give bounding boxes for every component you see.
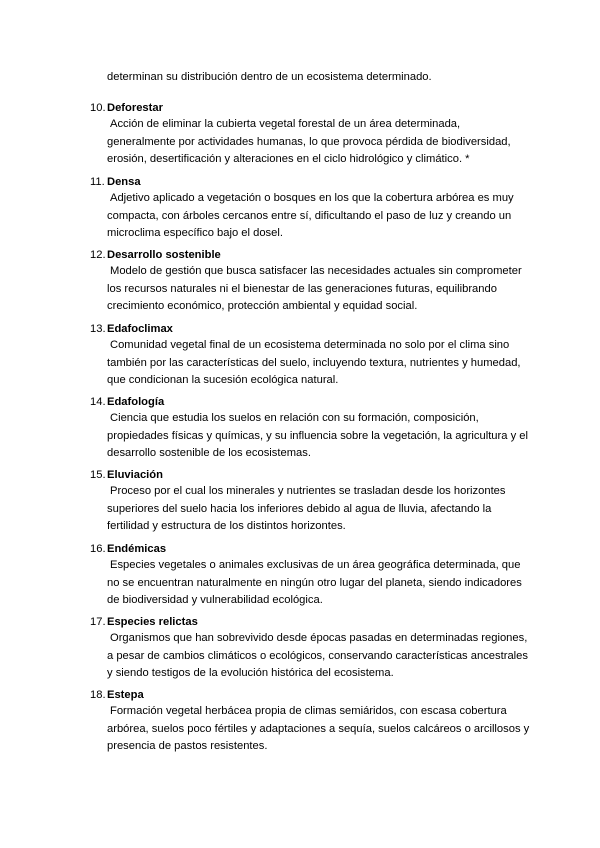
definition-line: Formación vegetal herbácea propia de climas semiáridos, con escasa cobertura <box>110 705 507 717</box>
intro-text: determinan su distribución dentro de un ecosistema determinado. <box>107 71 432 83</box>
definition-line: y siendo testigos de la evolución histórica del ecosistema. <box>107 667 394 679</box>
entry-term: Eluviación <box>107 469 163 481</box>
entry-term: Deforestar <box>107 102 163 114</box>
definition-line: no se encuentran naturalmente en ningún otro lugar del planeta, siendo indicadores <box>107 576 522 589</box>
definition-line: microclima específico bajo el dosel. <box>107 227 283 239</box>
glossary-entry-densa <box>90 174 560 243</box>
definition-line: propiedades físicas y químicas, y su influencia sobre la vegetación, la agricultura y el <box>107 429 528 442</box>
entry-number: 17. <box>90 616 106 628</box>
entry-definition <box>107 337 560 390</box>
definition-line: a pesar de cambios climáticos o ecológicos, conservando características ancestrales <box>107 649 528 662</box>
entry-definition <box>107 483 560 536</box>
entry-number: 11. <box>90 176 105 188</box>
glossary-entry-edafologia <box>90 394 560 463</box>
entry-number: 18. <box>90 689 106 701</box>
entry-term: Estepa <box>107 689 144 701</box>
entry-definition <box>107 557 560 610</box>
definition-line: erosión, desertificación y alteraciones en el ciclo hidrológico y climático. * <box>107 153 470 165</box>
definition-line: Especies vegetales o animales exclusivas de un área geográfica determinada, que <box>110 559 521 571</box>
entry-definition <box>107 190 560 243</box>
definition-line: Comunidad vegetal final de un ecosistema determinada no solo por el clima sino <box>110 339 510 351</box>
entry-term: Edafoclimax <box>107 323 173 335</box>
definition-line: superiores del suelo hacia los inferiores debido al agua de lluvia, afectando la <box>107 502 492 515</box>
glossary-entry-deforestar <box>90 100 560 169</box>
entry-definition <box>107 116 560 169</box>
entry-number: 13. <box>90 323 106 335</box>
definition-line: Acción de eliminar la cubierta vegetal forestal de un área determinada, <box>110 118 461 130</box>
glossary-entry-edafoclimax <box>90 321 560 390</box>
glossary-entry-estepa <box>90 687 560 756</box>
entry-term: Desarrollo sostenible <box>107 249 221 261</box>
entry-definition <box>107 263 560 316</box>
definition-line: Proceso por el cual los minerales y nutrientes se trasladan desde los horizontes <box>110 485 506 497</box>
definition-line: Ciencia que estudia los suelos en relación con su formación, composición, <box>110 412 479 424</box>
definition-line: compacta, con árboles cercanos entre sí, dificultando el paso de luz y creando un <box>107 209 512 222</box>
entry-term: Densa <box>107 176 141 188</box>
definition-line: arbórea, suelos poco fértiles y adaptaciones a sequía, suelos calcáreos o arcillosos y <box>107 722 530 735</box>
glossary-entry-eluviacion <box>90 467 560 536</box>
definition-line: presencia de pastos resistentes. <box>107 740 268 752</box>
definition-line: Organismos que han sobrevivido desde épocas pasadas en determinadas regiones, <box>110 632 528 644</box>
entry-term: Endémicas <box>107 543 167 555</box>
definition-line: Adjetivo aplicado a vegetación o bosques en los que la cobertura arbórea es muy <box>110 192 514 204</box>
entry-number: 15. <box>90 469 106 481</box>
definition-line: generalmente por actividades humanas, lo que provoca pérdida de biodiversidad, <box>107 135 511 148</box>
entry-number: 14. <box>90 396 106 408</box>
entry-number: 12. <box>90 249 106 261</box>
entry-definition <box>107 630 560 683</box>
glossary-entry-endemicas <box>90 541 560 610</box>
definition-line: fertilidad y estructura de los distintos horizontes. <box>107 520 346 532</box>
definition-line: también por las características del suelo, incluyendo textura, nutrientes y humedad, <box>107 356 521 369</box>
definition-line: Modelo de gestión que busca satisfacer las necesidades actuales sin comprometer <box>110 265 522 277</box>
definition-line: los recursos naturales ni el bienestar de las generaciones futuras, equilibrando <box>107 282 497 295</box>
glossary-entry-desarrollo-sostenible <box>90 247 560 316</box>
entry-definition <box>107 410 560 463</box>
entry-number: 16. <box>90 543 106 555</box>
definition-line: de biodiversidad y vulnerabilidad ecológica. <box>107 594 323 606</box>
definition-line: crecimiento económico, protección ambiental y equidad social. <box>107 300 418 312</box>
entry-term: Edafología <box>107 396 165 408</box>
definition-line: desarrollo sostenible de los ecosistemas. <box>107 447 311 459</box>
glossary-entry-especies-relictas <box>90 614 560 683</box>
entry-term: Especies relictas <box>107 616 198 628</box>
entry-definition <box>107 703 560 756</box>
entry-number: 10. <box>90 102 106 114</box>
definition-line: que condicionan la sucesión ecológica natural. <box>107 374 339 386</box>
